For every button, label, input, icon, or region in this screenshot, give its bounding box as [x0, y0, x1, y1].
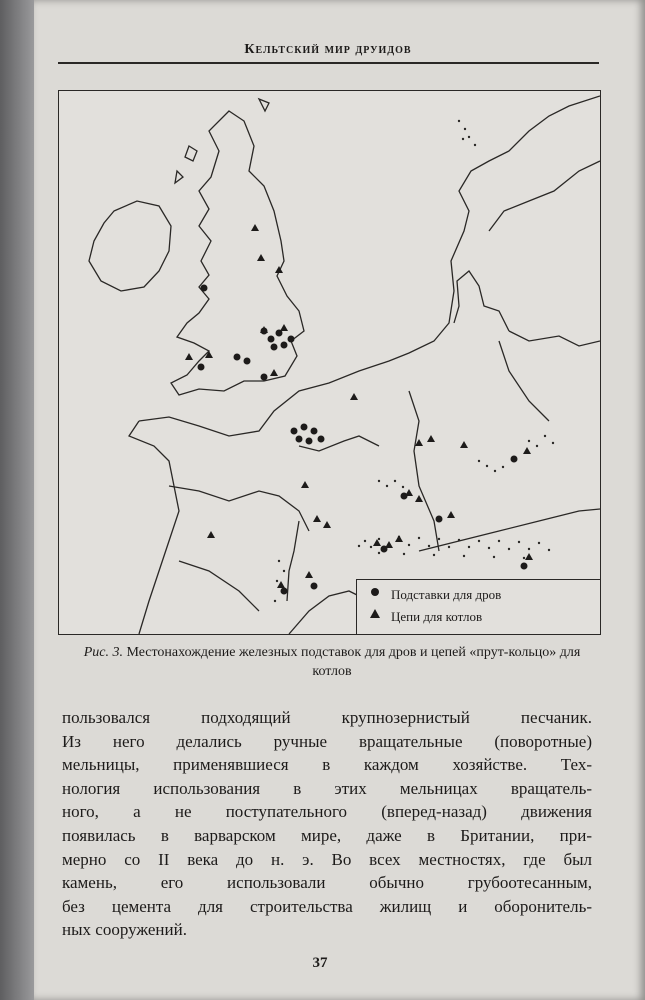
- legend-item-chains: [369, 608, 482, 626]
- firedog-site: [198, 364, 205, 371]
- page-number: 37: [312, 955, 328, 971]
- header-rule: [58, 62, 599, 64]
- scandinavia-coast: [489, 161, 600, 231]
- firedog-site: [436, 516, 443, 523]
- text-line: Из него делались ручные вращательные (поворотные): [62, 731, 592, 751]
- text-line: нология использования в этих мельницах вращатель-: [62, 778, 592, 798]
- river-rhone: [287, 521, 299, 601]
- firedog-site: [201, 285, 208, 292]
- firedog-site: [301, 424, 308, 431]
- chain-site: [305, 571, 313, 578]
- river-rhine: [409, 391, 439, 551]
- firedog-site: [311, 428, 318, 435]
- legend-label: Подставки для дров: [391, 587, 502, 602]
- firedog-site: [281, 342, 288, 349]
- text-line: ного, а не поступательного (вперед-назад) движения: [62, 802, 592, 822]
- firedog-site: [261, 374, 268, 381]
- chain-site: [185, 353, 193, 360]
- chain-site: [415, 495, 423, 502]
- chain-site: [251, 224, 259, 231]
- firedog-site: [281, 588, 288, 595]
- body-paragraph: [62, 706, 592, 942]
- chain-site: [385, 541, 393, 548]
- text-line: мельницы, применявшиеся в каждом хозяйстве. Тех-: [62, 755, 592, 775]
- continent-coast: [139, 96, 600, 436]
- britain-coast: [171, 111, 304, 395]
- chain-site: [313, 515, 321, 522]
- text-line: мерно со II века до н. э. Во всех местностях, где был: [62, 849, 592, 869]
- chain-site: [350, 393, 358, 400]
- caption-label: Рис. 3.: [83, 645, 123, 660]
- firedog-site: [288, 336, 295, 343]
- firedog-site: [234, 354, 241, 361]
- firedog-site: [511, 456, 518, 463]
- firedog-site: [271, 344, 278, 351]
- river-loire: [169, 486, 309, 531]
- chain-site: [373, 539, 381, 546]
- map-figure: [58, 90, 601, 635]
- chain-site: [270, 369, 278, 376]
- text-line: ных сооружений.: [62, 920, 187, 940]
- firedog-markers: [198, 285, 528, 595]
- river-danube: [419, 509, 600, 551]
- chain-site: [447, 511, 455, 518]
- text-line: пользовался подходящий крупнозернистый песчаник.: [62, 708, 592, 727]
- river-elbe: [499, 341, 549, 421]
- brittany-coast: [129, 421, 179, 634]
- chain-site: [280, 324, 288, 331]
- firedog-site: [296, 436, 303, 443]
- firedog-site: [521, 563, 528, 570]
- ireland-coast: [89, 201, 171, 291]
- chain-site: [460, 441, 468, 448]
- map-legend: [356, 579, 601, 635]
- baltic-coast: [509, 331, 600, 346]
- river-garonne: [179, 561, 259, 611]
- firedog-site: [318, 436, 325, 443]
- text-line: появилась в варварском мире, даже в Британии, при-: [62, 825, 592, 845]
- firedog-site: [268, 336, 275, 343]
- chain-site: [523, 447, 531, 454]
- firedog-site: [306, 438, 313, 445]
- chain-site: [257, 254, 265, 261]
- caption-text: Местонахождение железных подставок для дров и цепей «прут-кольцо» для котлов: [126, 645, 581, 679]
- text-line: без цемента для строительства жилищ и оборонитель-: [62, 896, 592, 916]
- legend-item-firedogs: [369, 586, 501, 604]
- figure-caption: [72, 643, 592, 681]
- firedog-site: [311, 583, 318, 590]
- chain-site: [427, 435, 435, 442]
- book-gutter: [0, 0, 34, 1000]
- chain-markers: [185, 224, 533, 588]
- firedog-site: [291, 428, 298, 435]
- firedog-site: [244, 358, 251, 365]
- chain-site: [525, 553, 533, 560]
- chain-site: [405, 489, 413, 496]
- chain-site: [277, 581, 285, 588]
- jutland-coast: [454, 271, 509, 331]
- chain-site: [395, 535, 403, 542]
- chain-site: [323, 521, 331, 528]
- legend-label: Цепи для котлов: [391, 609, 483, 624]
- europe-map: [59, 91, 600, 634]
- text-line: камень, его использовали обычно грубоотесанным,: [62, 873, 592, 893]
- chain-site: [301, 481, 309, 488]
- mountain-stipple: [274, 120, 554, 602]
- chain-site: [207, 531, 215, 538]
- running-title: Кельтский мир друидов: [244, 42, 412, 57]
- scottish-islands: [175, 99, 269, 183]
